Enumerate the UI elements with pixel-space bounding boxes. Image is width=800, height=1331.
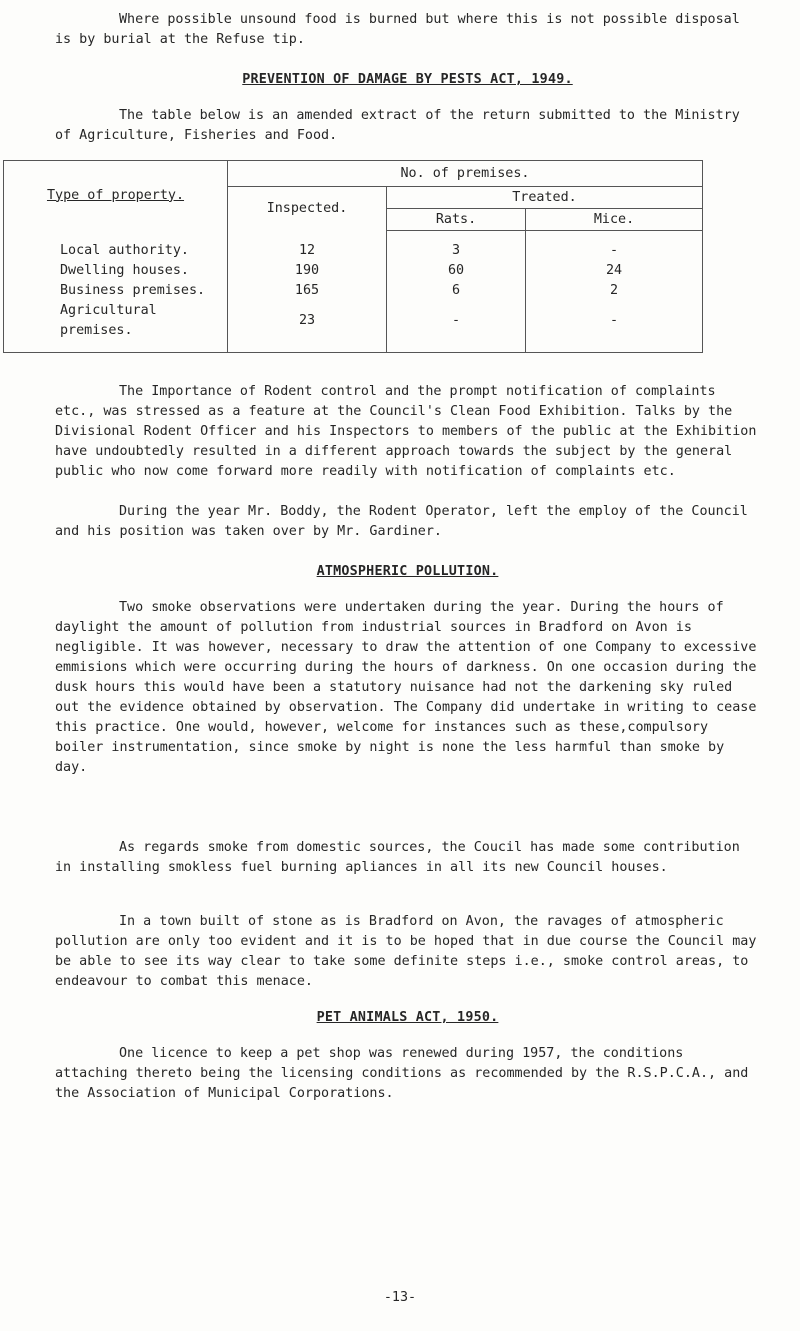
row-type: Local authority.	[60, 242, 189, 258]
pests-table	[3, 160, 703, 353]
row-mice: -	[526, 241, 703, 261]
pests-act-heading: PREVENTION OF DAMAGE BY PESTS ACT, 1949.	[242, 72, 573, 87]
row-rats: -	[387, 301, 526, 341]
page-number: -13-	[383, 1290, 417, 1305]
table-row	[4, 281, 703, 301]
row-inspected: 12	[228, 241, 387, 261]
row-type: Agricultural premises.	[60, 302, 157, 338]
row-rats: 60	[387, 261, 526, 281]
smoke-observations-paragraph: Two smoke observations were undertaken during the year. During the hours of daylight the amount of pollution from industrial sources in Bradford on Avon is negligible. It was however, necessary to draw the attention of one Company to excessive emmisions which were occurring during the hours of darkness. On one occasion during the dusk hours this would have been a statutory nuisance had not the darkening sky ruled out the evidence obtained by observation. The Company did undertake in writing to cease this practice. One would, however, welcome for instances such as these,compulsory boiler instrumentation, since smoke by night is none the less harmful than smoke by day.	[55, 600, 757, 775]
pet-shop-paragraph: One licence to keep a pet shop was renewed during 1957, the conditions attaching thereto being the licensing conditions as recommended by the R.S.P.C.A., and the Association of Municipal Corporations.	[55, 1046, 749, 1101]
row-type: Business premises.	[60, 282, 206, 298]
table-row	[4, 301, 703, 341]
col-header-treated: Treated.	[387, 187, 703, 209]
col-header-type: Type of property.	[46, 187, 185, 203]
pests-table-wrapper	[46, 160, 703, 353]
row-type: Dwelling houses.	[60, 262, 189, 278]
rodent-control-paragraph: The Importance of Rodent control and the prompt notification of complaints etc., was stressed as a feature at the Council's Clean Food Exhibition. Talks by the Divisional Rodent Officer and his Inspectors to members of the public at the Exhibition have undoubtedly resulted in a different approach towards the subject by the general public who now come forward more readily with notification of complaints etc.	[55, 384, 757, 479]
col-header-premises: No. of premises.	[228, 161, 703, 187]
row-inspected: 23	[228, 301, 387, 341]
table-row	[4, 241, 703, 261]
table-row	[4, 261, 703, 281]
col-header-rats: Rats.	[387, 209, 526, 231]
col-header-mice: Mice.	[526, 209, 703, 231]
stone-town-paragraph: In a town built of stone as is Bradford on Avon, the ravages of atmospheric pollution are only too evident and it is to be hoped that in due course the Council may be able to see its way clear to take some definite steps i.e., smoke control areas, to endeavour to combat this menace.	[55, 914, 757, 989]
col-header-inspected: Inspected.	[228, 187, 387, 231]
row-inspected: 190	[228, 261, 387, 281]
pests-act-paragraph: The table below is an amended extract of the return submitted to the Ministry of Agriculture, Fisheries and Food.	[55, 108, 740, 143]
row-mice: 2	[526, 281, 703, 301]
intro-paragraph: Where possible unsound food is burned but where this is not possible disposal is by burial at the Refuse tip.	[55, 12, 740, 47]
row-inspected: 165	[228, 281, 387, 301]
domestic-smoke-paragraph: As regards smoke from domestic sources, the Coucil has made some contribution in installing smokless fuel burning apliances in all its new Council houses.	[55, 840, 740, 875]
row-rats: 6	[387, 281, 526, 301]
row-mice: 24	[526, 261, 703, 281]
rodent-operator-paragraph: During the year Mr. Boddy, the Rodent Operator, left the employ of the Council and his position was taken over by Mr. Gardiner.	[55, 504, 748, 539]
pet-animals-heading: PET ANIMALS ACT, 1950.	[316, 1010, 499, 1025]
atmospheric-pollution-heading: ATMOSPHERIC POLLUTION.	[316, 564, 499, 579]
row-mice: -	[526, 301, 703, 341]
row-rats: 3	[387, 241, 526, 261]
